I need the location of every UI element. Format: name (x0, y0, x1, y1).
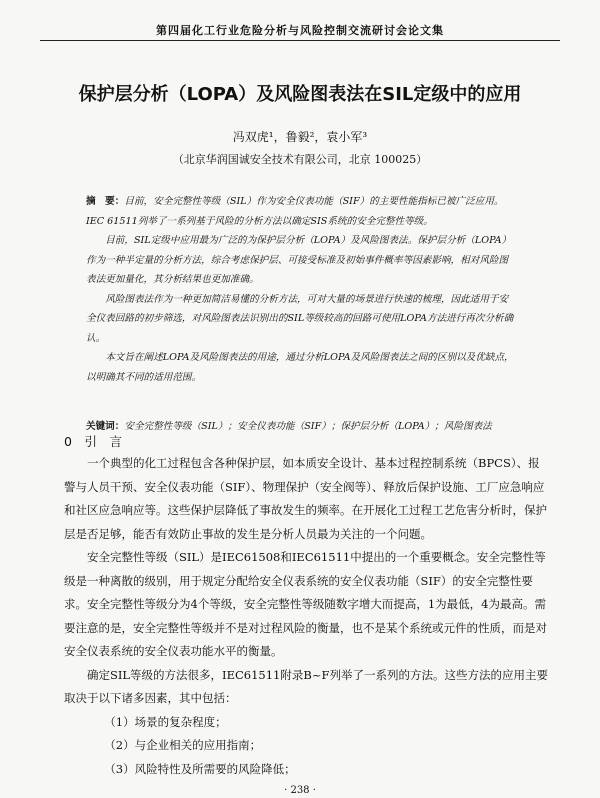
body-paragraph: 确定SIL等级的方法很多，IEC61511附录B~F列举了一系列的方法。这些方法的应用主要取决于以下诸多因素，其中包括： (64, 667, 548, 705)
keywords (86, 418, 516, 432)
abstract-label: 摘 要： (86, 196, 125, 207)
keywords-text: 安全完整性等级（SIL）；安全仪表功能（SIF）；保护层分析（LOPA）；风险图表法 (124, 421, 492, 432)
abstract (86, 192, 516, 387)
affiliation: （北京华润国诚安全技术有限公司，北京 100025） (172, 153, 428, 166)
body-paragraph: 一个典型的化工过程包含各种保护层，如本质安全设计、基本过程控制系统（BPCS）、报警与人员干预、安全仪表功能（SIF）、物理保护（安全阀等）、释放后保护设施、工厂应急响应和社区应急响应等。这些保护层降低了事故发生的频率。在开展化工过程工艺危害分析时，保护层是否足够，能否有效防止事故的发生是分析人员最为关注的一个问题。 (64, 456, 547, 541)
body-paragraph: 安全完整性等级（SIL）是IEC61508和IEC61511中提出的一个重要概念。安全完整性等级是一种离散的级别，用于规定分配给安全仪表系统的安全仪表功能（SIF）的安全完整性要求。安全完整性等级分为4个等级，安全完整性等级随数字增大而提高，1为最低，4为最高。需要注意的是，安全完整性等级并不是对过程风险的衡量，也不是某个系统或元件的性质，而是对安全仪表系统的安全仪表功能水平的衡量。 (64, 550, 547, 658)
abstract-paragraph: 本文旨在阐述LOPA及风险图表法的用途，通过分析LOPA及风险图表法之间的区别以及优缺点，以明确其不同的适用范围。 (86, 352, 514, 383)
list-item: （2）与企业相关的应用指南； (104, 738, 262, 752)
abstract-paragraph: 目前，SIL定级中应用最为广泛的为保护层分析（LOPA）及风险图表法。保护层分析（LOPA）作为一种半定量的分析方法，综合考虑保护层、可接受标准及初始事件概率等因素影响，相对风险图表法更加量化，其分析结果也更加准确。 (86, 235, 512, 285)
paper-title: 保护层分析（LOPA）及风险图表法在SIL定级中的应用 (78, 84, 522, 105)
header-rule (40, 40, 560, 41)
authors: 冯双虎¹，鲁毅²，袁小军³ (232, 130, 368, 144)
section-heading: 0 引 言 (64, 434, 122, 449)
body-text (64, 452, 550, 781)
abstract-paragraph: 风险图表法作为一种更加简洁易懂的分析方法，可对大量的场景进行快速的梳理，因此适用于安全仪表回路的初步筛选，对风险图表法识别出的SIL等级较高的回路可使用LOPA方法进行再次分析确认。 (86, 293, 514, 344)
running-header: 第四届化工行业危险分析与风险控制交流研讨会论文集 (156, 24, 444, 37)
keywords-label: 关键词： (86, 421, 125, 432)
abstract-paragraph (86, 192, 516, 231)
list-item: （1）场景的复杂程度； (104, 714, 227, 729)
list-item: （3）风险特性及所需要的风险降低； (104, 761, 296, 776)
abstract-text: 目前，安全完整性等级（SIL）作为安全仪表功能（SIF）的主要性能指标已被广泛应用。IEC 61511列举了一系列基于风险的分析方法以确定SIS系统的安全完整性等级。 (86, 196, 504, 227)
page-number: · 238 · (284, 785, 316, 796)
